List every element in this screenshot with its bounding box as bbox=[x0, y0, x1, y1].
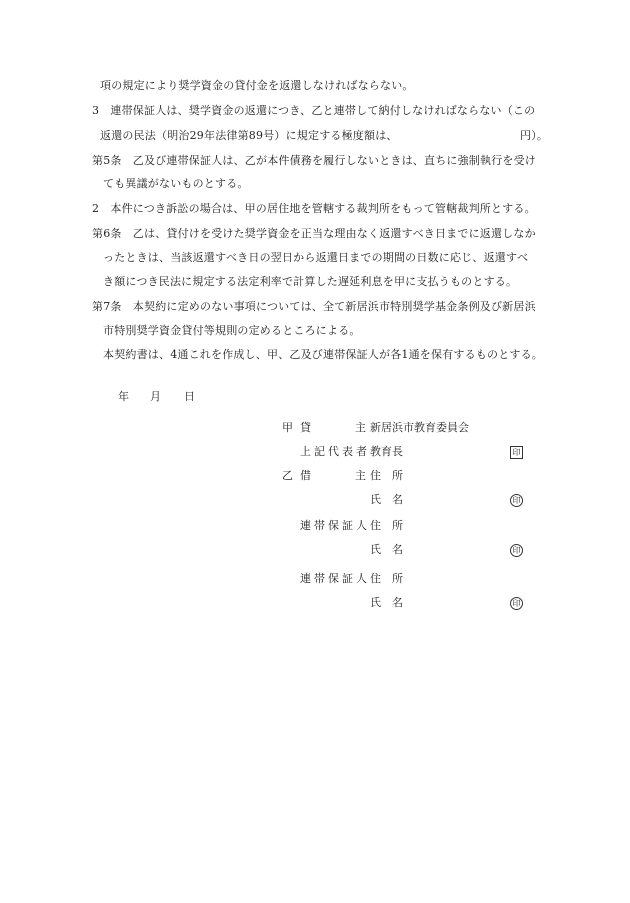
guarantor-1-address-label: 住 所 bbox=[370, 519, 403, 532]
round-seal-icon: 印 bbox=[510, 597, 523, 610]
date-month: 月 bbox=[150, 390, 161, 403]
guarantor-2-address-label: 住 所 bbox=[370, 572, 403, 585]
date-day: 日 bbox=[184, 390, 195, 403]
clause-line: 2 本件につき訴訟の場合は、甲の居住地を管轄する裁判所をもって管轄裁判所とする。 bbox=[92, 202, 536, 215]
lender-name: 新居浜市教育委員会 bbox=[370, 421, 469, 434]
round-seal-icon: 印 bbox=[510, 544, 523, 557]
clause-line: 市特別奨学資金貸付等規則の定めるところによる。 bbox=[103, 324, 361, 337]
square-seal-icon: 印 bbox=[510, 446, 523, 459]
representative-label: 上記代表者 bbox=[300, 445, 370, 458]
party-ko-label: 甲 bbox=[282, 421, 293, 434]
clause-line: 円）。 bbox=[520, 129, 549, 142]
guarantor-2-label: 連帯保証人 bbox=[300, 572, 370, 585]
clause-line: 項の規定により奨学資金の貸付金を返還しなければならない。 bbox=[100, 79, 414, 92]
clause-line: き額につき民法に規定する法定利率で計算した遅延利息を甲に支払うものとする。 bbox=[103, 275, 518, 288]
borrower-name-label: 氏 名 bbox=[370, 493, 403, 506]
clause-line: 第5条 乙及び連帯保証人は、乙が本件債務を履行しないときは、直ちに強制執行を受け bbox=[92, 154, 536, 167]
round-seal-icon: 印 bbox=[510, 494, 523, 507]
clause-line: 本契約書は、4通これを作成し、甲、乙及び連帯保証人が各1通を保有するものとする。 bbox=[103, 348, 543, 361]
clause-line: 返還の民法（明治29年法律第89号）に規定する極度額は、 bbox=[100, 129, 398, 142]
guarantor-1-name-label: 氏 名 bbox=[370, 543, 403, 556]
lender-label: 貸 主 bbox=[300, 421, 366, 434]
clause-line: 3 連帯保証人は、奨学資金の返還につき、乙と連帯して納付しなければならない（この bbox=[92, 104, 536, 117]
party-otsu-label: 乙 bbox=[282, 469, 293, 482]
representative-title: 教育長 bbox=[370, 445, 403, 458]
guarantor-1-label: 連帯保証人 bbox=[300, 519, 370, 532]
clause-line: 第7条 本契約に定めのない事項については、全て新居浜市特別奨学基金条例及び新居浜 bbox=[92, 300, 536, 313]
date-year: 年 bbox=[118, 390, 129, 403]
guarantor-2-name-label: 氏 名 bbox=[370, 596, 403, 609]
borrower-address-label: 住 所 bbox=[370, 469, 403, 482]
clause-line: 第6条 乙は、貸付けを受けた奨学資金を正当な理由なく返還すべき日までに返還しなか bbox=[92, 227, 536, 240]
clause-line: ても異議がないものとする。 bbox=[103, 177, 249, 190]
borrower-label: 借 主 bbox=[300, 469, 366, 482]
clause-line: ったときは、当該返還すべき日の翌日から返還日までの期間の日数に応じ、返還すべ bbox=[103, 251, 529, 264]
